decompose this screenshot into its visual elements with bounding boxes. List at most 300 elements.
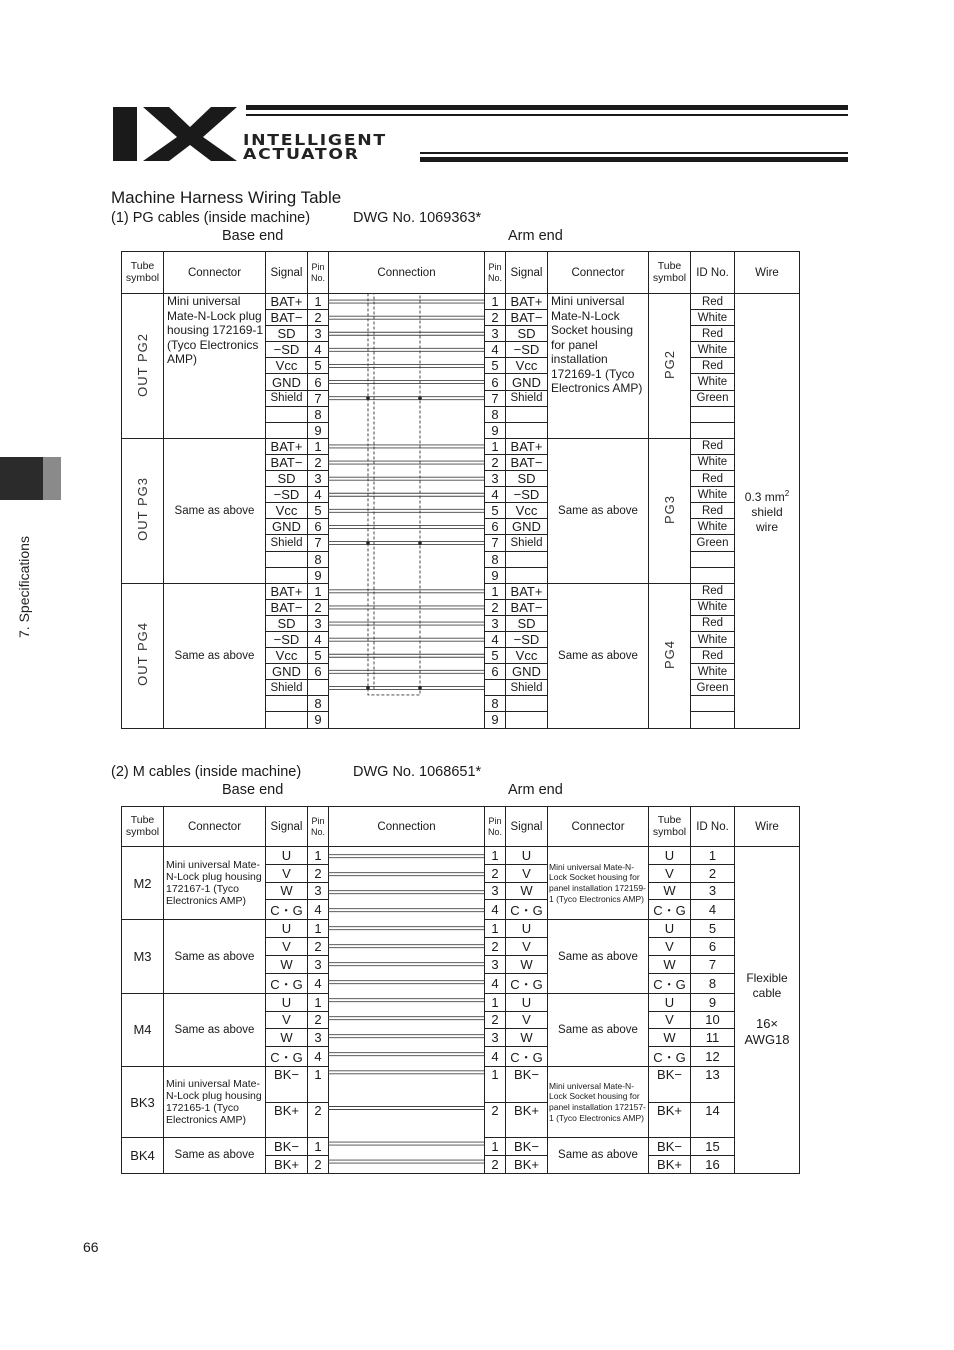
- arm-signal: [506, 712, 548, 728]
- m-base-pin: 4: [308, 973, 329, 993]
- m-arm-signal: W: [506, 1029, 548, 1047]
- base-pin: 3: [308, 615, 329, 631]
- base-signal: Vcc: [266, 358, 308, 374]
- m-arm-pin: 1: [485, 920, 506, 938]
- m-arm-signal: BK+: [506, 1102, 548, 1138]
- base-pin: 5: [308, 503, 329, 519]
- header-connector: Connector: [164, 252, 266, 294]
- m-base-signal: U: [266, 847, 308, 865]
- m-base-pin: 1: [308, 993, 329, 1011]
- m-base-signal: C・G: [266, 973, 308, 993]
- m-arm-signal: V: [506, 938, 548, 956]
- base-pin: [308, 680, 329, 696]
- arm-signal: GND: [506, 664, 548, 680]
- id-no-cell: [691, 406, 735, 422]
- m-arm-connector: Same as above: [548, 920, 649, 993]
- base-signal: GND: [266, 374, 308, 390]
- id-no-cell: White: [691, 599, 735, 615]
- arm-pin: 3: [485, 615, 506, 631]
- section1-dwg: DWG No. 1069363*: [353, 210, 482, 226]
- m-base-pin: 2: [308, 938, 329, 956]
- id-no-cell: White: [691, 519, 735, 535]
- m-arm-tube: U: [649, 993, 691, 1011]
- base-pin: 6: [308, 519, 329, 535]
- arm-signal: BAT−: [506, 454, 548, 470]
- arm-pin: 1: [485, 294, 506, 310]
- base-pin: 9: [308, 712, 329, 728]
- m-arm-tube: BK+: [649, 1102, 691, 1138]
- m-id-no: 15: [691, 1138, 735, 1156]
- side-tab-light: [43, 457, 61, 500]
- m-arm-pin: 1: [485, 1067, 506, 1103]
- m-id-no: 1: [691, 847, 735, 865]
- arm-signal: Vcc: [506, 358, 548, 374]
- base-signal: [266, 696, 308, 712]
- m-header-connector-arm: Connector: [548, 807, 649, 847]
- id-no-cell: Red: [691, 438, 735, 454]
- arm-connector: Same as above: [548, 583, 649, 728]
- section1-heading: (1) PG cables (inside machine): [111, 210, 311, 226]
- base-pin: 3: [308, 471, 329, 487]
- base-pin: 1: [308, 583, 329, 599]
- section1-arm-end: Arm end: [508, 228, 563, 244]
- section2-base-end: Base end: [222, 782, 284, 798]
- arm-pin: 8: [485, 696, 506, 712]
- arm-tube-symbol: [649, 438, 691, 583]
- base-signal: [266, 567, 308, 583]
- base-pin: 2: [308, 310, 329, 326]
- arm-pin: 7: [485, 390, 506, 406]
- m-arm-pin: 2: [485, 1102, 506, 1138]
- base-signal: BAT+: [266, 583, 308, 599]
- m-arm-pin: 2: [485, 1011, 506, 1029]
- arm-signal: GND: [506, 374, 548, 390]
- section2-heading: (2) M cables (inside machine): [111, 764, 302, 780]
- base-pin: 4: [308, 631, 329, 647]
- m-arm-tube: C・G: [649, 1047, 691, 1067]
- header-id-no: ID No.: [691, 252, 735, 294]
- base-signal: BAT−: [266, 599, 308, 615]
- m-id-no: 14: [691, 1102, 735, 1138]
- m-base-signal: BK−: [266, 1138, 308, 1156]
- m-base-pin: 4: [308, 1047, 329, 1067]
- base-pin: 7: [308, 535, 329, 551]
- base-pin: 8: [308, 696, 329, 712]
- arm-pin: 2: [485, 599, 506, 615]
- header-tube-symbol-arm: Tube symbol: [649, 252, 691, 294]
- m-id-no: 9: [691, 993, 735, 1011]
- header-rule-bottom: [420, 157, 848, 162]
- m-base-signal: W: [266, 955, 308, 973]
- m-arm-connector: Same as above: [548, 1138, 649, 1174]
- arm-pin: [485, 680, 506, 696]
- header-rule-top: [246, 105, 848, 110]
- base-pin: 6: [308, 664, 329, 680]
- m-wire-spec-line1: Flexible cable: [746, 971, 788, 1001]
- header-pin-no-arm: Pin No.: [485, 252, 506, 294]
- id-no-cell: Red: [691, 503, 735, 519]
- arm-pin: 2: [485, 454, 506, 470]
- m-base-pin: 1: [308, 847, 329, 865]
- base-pin: 1: [308, 438, 329, 454]
- id-no-cell: Red: [691, 471, 735, 487]
- m-arm-pin: 1: [485, 993, 506, 1011]
- id-no-cell: [691, 696, 735, 712]
- m-arm-connector: Mini universal Mate-N-Lock Socket housing for panel installation 172157-1 (Tyco Electronics AMP): [548, 1067, 649, 1138]
- arm-signal: SD: [506, 326, 548, 342]
- arm-pin: 9: [485, 567, 506, 583]
- arm-signal: BAT+: [506, 294, 548, 310]
- base-signal: −SD: [266, 342, 308, 358]
- m-base-connector: Mini universal Mate-N-Lock plug housing 172165-1 (Tyco Electronics AMP): [164, 1067, 266, 1138]
- m-base-signal: U: [266, 993, 308, 1011]
- m-arm-pin: 3: [485, 882, 506, 900]
- logo-line-2: ACTUATOR: [243, 145, 360, 163]
- m-id-no: 13: [691, 1067, 735, 1103]
- arm-signal: [506, 551, 548, 567]
- arm-pin: 6: [485, 374, 506, 390]
- m-id-no: 7: [691, 955, 735, 973]
- m-arm-tube: V: [649, 1011, 691, 1029]
- m-id-no: 3: [691, 882, 735, 900]
- m-arm-tube: V: [649, 938, 691, 956]
- m-base-connector: Mini universal Mate-N-Lock plug housing 172167-1 (Tyco Electronics AMP): [164, 847, 266, 920]
- base-signal: Shield: [266, 535, 308, 551]
- arm-pin: 5: [485, 358, 506, 374]
- base-signal: −SD: [266, 631, 308, 647]
- id-no-cell: [691, 422, 735, 438]
- header-pin-no: Pin No.: [308, 252, 329, 294]
- m-arm-tube: BK+: [649, 1155, 691, 1173]
- m-header-signal-arm: Signal: [506, 807, 548, 847]
- base-signal: BAT−: [266, 310, 308, 326]
- m-base-signal: U: [266, 920, 308, 938]
- m-id-no: 10: [691, 1011, 735, 1029]
- arm-pin: 4: [485, 342, 506, 358]
- m-arm-signal: C・G: [506, 1047, 548, 1067]
- base-pin: 5: [308, 648, 329, 664]
- section2-arm-end: Arm end: [508, 782, 563, 798]
- m-id-no: 5: [691, 920, 735, 938]
- base-connector: Mini universal Mate-N-Lock plug housing 172169-1 (Tyco Electronics AMP): [164, 294, 266, 439]
- arm-signal: −SD: [506, 342, 548, 358]
- m-header-connection: Connection: [329, 807, 485, 847]
- arm-connector: Mini universal Mate-N-Lock Socket housing for panel installation 172169-1 (Tyco Electronics AMP): [548, 294, 649, 439]
- id-no-cell: Red: [691, 294, 735, 310]
- arm-signal: Shield: [506, 680, 548, 696]
- m-arm-tube: W: [649, 955, 691, 973]
- base-tube-label: OUT PG3: [135, 477, 150, 542]
- wire-spec-line1: 0.3 mm: [744, 490, 785, 505]
- header-signal: Signal: [266, 252, 308, 294]
- m-arm-tube: C・G: [649, 900, 691, 920]
- m-arm-pin: 2: [485, 864, 506, 882]
- arm-signal: Shield: [506, 390, 548, 406]
- arm-tube-symbol: [649, 583, 691, 728]
- m-id-no: 8: [691, 973, 735, 993]
- base-pin: 6: [308, 374, 329, 390]
- base-pin: 4: [308, 487, 329, 503]
- base-signal: BAT−: [266, 454, 308, 470]
- page-number: 66: [83, 1239, 99, 1255]
- m-header-connector: Connector: [164, 807, 266, 847]
- section1-base-end: Base end: [222, 228, 284, 244]
- m-wire-spec-line2: 16×: [755, 1016, 779, 1032]
- m-base-pin: 3: [308, 882, 329, 900]
- id-no-cell: Green: [691, 680, 735, 696]
- m-id-no: 12: [691, 1047, 735, 1067]
- id-no-cell: [691, 551, 735, 567]
- arm-pin: 8: [485, 551, 506, 567]
- m-arm-signal: V: [506, 864, 548, 882]
- m-base-pin: 1: [308, 920, 329, 938]
- m-arm-tube: W: [649, 882, 691, 900]
- arm-signal: [506, 696, 548, 712]
- m-arm-signal: C・G: [506, 900, 548, 920]
- arm-signal: BAT−: [506, 599, 548, 615]
- m-base-signal: C・G: [266, 1047, 308, 1067]
- m-arm-pin: 3: [485, 955, 506, 973]
- arm-pin: 4: [485, 487, 506, 503]
- m-base-signal: BK−: [266, 1067, 308, 1103]
- arm-signal: BAT+: [506, 438, 548, 454]
- header-connection: Connection: [329, 252, 485, 294]
- arm-connector: Same as above: [548, 438, 649, 583]
- base-tube-label: OUT PG4: [135, 622, 150, 687]
- arm-signal: GND: [506, 519, 548, 535]
- arm-pin: 9: [485, 712, 506, 728]
- page-title: Machine Harness Wiring Table: [111, 188, 342, 207]
- arm-pin: 6: [485, 664, 506, 680]
- m-base-pin: 4: [308, 900, 329, 920]
- m-connection-lines: [328, 847, 484, 1167]
- m-arm-pin: 2: [485, 1155, 506, 1173]
- base-signal: −SD: [266, 487, 308, 503]
- base-signal: GND: [266, 664, 308, 680]
- m-arm-connector: Mini universal Mate-N-Lock Socket housing for panel installation 172159-1 (Tyco Electronics AMP): [548, 847, 649, 920]
- id-no-cell: White: [691, 342, 735, 358]
- m-arm-pin: 4: [485, 900, 506, 920]
- m-arm-pin: 3: [485, 1029, 506, 1047]
- m-base-pin: 2: [308, 864, 329, 882]
- arm-pin: 9: [485, 422, 506, 438]
- id-no-cell: Red: [691, 648, 735, 664]
- arm-signal: [506, 422, 548, 438]
- base-pin: 1: [308, 294, 329, 310]
- side-tab-label: 7. Specifications: [16, 536, 32, 638]
- m-arm-tube: V: [649, 864, 691, 882]
- m-base-signal: W: [266, 882, 308, 900]
- m-base-pin: 2: [308, 1155, 329, 1173]
- m-arm-tube: U: [649, 920, 691, 938]
- logo-wordmark: [243, 133, 387, 161]
- m-id-no: 4: [691, 900, 735, 920]
- m-arm-pin: 4: [485, 1047, 506, 1067]
- m-arm-signal: BK+: [506, 1155, 548, 1173]
- m-base-signal: BK+: [266, 1155, 308, 1173]
- m-arm-pin: 4: [485, 973, 506, 993]
- m-header-pin-no: Pin No.: [308, 807, 329, 847]
- id-no-cell: White: [691, 487, 735, 503]
- base-tube-symbol: [122, 583, 164, 728]
- id-no-cell: Red: [691, 583, 735, 599]
- m-base-pin: 2: [308, 1102, 329, 1138]
- base-tube-symbol: [122, 294, 164, 439]
- id-no-cell: Green: [691, 535, 735, 551]
- m-header-tube-symbol: Tube symbol: [122, 807, 164, 847]
- m-arm-signal: W: [506, 882, 548, 900]
- shield-boundary: [368, 293, 420, 695]
- m-base-signal: V: [266, 1011, 308, 1029]
- m-header-wire: Wire: [735, 807, 800, 847]
- m-base-connector: Same as above: [164, 1138, 266, 1174]
- arm-pin: 8: [485, 406, 506, 422]
- arm-pin: 3: [485, 326, 506, 342]
- arm-signal: −SD: [506, 631, 548, 647]
- id-no-cell: White: [691, 454, 735, 470]
- arm-pin: 1: [485, 583, 506, 599]
- base-pin: 8: [308, 551, 329, 567]
- arm-signal: −SD: [506, 487, 548, 503]
- m-id-no: 16: [691, 1155, 735, 1173]
- base-pin: 3: [308, 326, 329, 342]
- m-base-tube: M3: [122, 920, 164, 993]
- m-wire-spec: [735, 847, 800, 1174]
- m-base-pin: 1: [308, 1138, 329, 1156]
- base-connector: Same as above: [164, 438, 266, 583]
- base-signal: Shield: [266, 390, 308, 406]
- base-signal: SD: [266, 471, 308, 487]
- header-tube-symbol: Tube symbol: [122, 252, 164, 294]
- pg-connection-lines: [328, 293, 484, 748]
- m-wire-spec-line3: AWG18: [744, 1032, 790, 1048]
- m-base-pin: 1: [308, 1067, 329, 1103]
- m-base-pin: 2: [308, 1011, 329, 1029]
- arm-tube-label: PG2: [662, 349, 677, 379]
- arm-pin: 5: [485, 503, 506, 519]
- base-pin: 5: [308, 358, 329, 374]
- base-signal: [266, 712, 308, 728]
- base-signal: GND: [266, 519, 308, 535]
- base-signal: [266, 551, 308, 567]
- m-id-no: 6: [691, 938, 735, 956]
- header-rule-mid: [246, 114, 848, 116]
- m-arm-signal: C・G: [506, 973, 548, 993]
- arm-pin: 3: [485, 471, 506, 487]
- arm-pin: 7: [485, 535, 506, 551]
- arm-signal: SD: [506, 615, 548, 631]
- wire-spec-superscript: 2: [784, 489, 790, 499]
- m-arm-connector: Same as above: [548, 993, 649, 1066]
- base-signal: BAT+: [266, 294, 308, 310]
- id-no-cell: White: [691, 631, 735, 647]
- id-no-cell: [691, 712, 735, 728]
- m-arm-tube: BK−: [649, 1067, 691, 1103]
- m-header-signal: Signal: [266, 807, 308, 847]
- m-base-pin: 3: [308, 1029, 329, 1047]
- arm-pin: 2: [485, 310, 506, 326]
- arm-signal: Vcc: [506, 503, 548, 519]
- arm-signal: Vcc: [506, 648, 548, 664]
- base-connector: Same as above: [164, 583, 266, 728]
- arm-signal: [506, 406, 548, 422]
- base-pin: 2: [308, 599, 329, 615]
- base-pin: 8: [308, 406, 329, 422]
- arm-signal: BAT−: [506, 310, 548, 326]
- arm-signal: BAT+: [506, 583, 548, 599]
- logo-line-1: INTELLIGENT: [243, 131, 387, 149]
- m-base-connector: Same as above: [164, 920, 266, 993]
- m-arm-pin: 1: [485, 847, 506, 865]
- m-arm-pin: 2: [485, 938, 506, 956]
- m-arm-signal: U: [506, 993, 548, 1011]
- base-tube-symbol: [122, 438, 164, 583]
- arm-pin: 4: [485, 631, 506, 647]
- m-base-signal: V: [266, 864, 308, 882]
- side-tab-dark: [0, 457, 43, 500]
- m-arm-tube: U: [649, 847, 691, 865]
- header-connector-arm: Connector: [548, 252, 649, 294]
- m-arm-tube: BK−: [649, 1138, 691, 1156]
- m-id-no: 2: [691, 864, 735, 882]
- m-arm-signal: BK−: [506, 1138, 548, 1156]
- base-signal: [266, 406, 308, 422]
- base-pin: 9: [308, 422, 329, 438]
- base-signal: Shield: [266, 680, 308, 696]
- arm-tube-symbol: [649, 294, 691, 439]
- id-no-cell: Red: [691, 358, 735, 374]
- ix-logo: [113, 107, 237, 161]
- base-signal: Vcc: [266, 503, 308, 519]
- base-pin: 7: [308, 390, 329, 406]
- arm-pin: 5: [485, 648, 506, 664]
- id-no-cell: [691, 567, 735, 583]
- base-signal: [266, 422, 308, 438]
- arm-pin: 6: [485, 519, 506, 535]
- base-tube-label: OUT PG2: [135, 332, 150, 397]
- m-base-pin: 3: [308, 955, 329, 973]
- section2-dwg: DWG No. 1068651*: [353, 764, 482, 780]
- base-signal: SD: [266, 326, 308, 342]
- base-pin: 9: [308, 567, 329, 583]
- m-arm-signal: W: [506, 955, 548, 973]
- id-no-cell: White: [691, 310, 735, 326]
- id-no-cell: White: [691, 664, 735, 680]
- arm-tube-label: PG3: [662, 494, 677, 524]
- m-base-signal: V: [266, 938, 308, 956]
- m-arm-signal: U: [506, 920, 548, 938]
- m-header-tube-symbol-arm: Tube symbol: [649, 807, 691, 847]
- base-signal: BAT+: [266, 438, 308, 454]
- m-arm-signal: U: [506, 847, 548, 865]
- arm-pin: 1: [485, 438, 506, 454]
- arm-signal: Shield: [506, 535, 548, 551]
- arm-tube-label: PG4: [662, 639, 677, 669]
- wire-spec: [735, 294, 800, 729]
- m-arm-tube: C・G: [649, 973, 691, 993]
- m-header-pin-no-arm: Pin No.: [485, 807, 506, 847]
- id-no-cell: Green: [691, 390, 735, 406]
- m-base-connector: Same as above: [164, 993, 266, 1066]
- m-id-no: 11: [691, 1029, 735, 1047]
- m-base-tube: BK4: [122, 1138, 164, 1174]
- base-pin: 4: [308, 342, 329, 358]
- header-wire: Wire: [735, 252, 800, 294]
- m-base-signal: BK+: [266, 1102, 308, 1138]
- base-signal: SD: [266, 615, 308, 631]
- m-base-signal: W: [266, 1029, 308, 1047]
- m-base-tube: BK3: [122, 1067, 164, 1138]
